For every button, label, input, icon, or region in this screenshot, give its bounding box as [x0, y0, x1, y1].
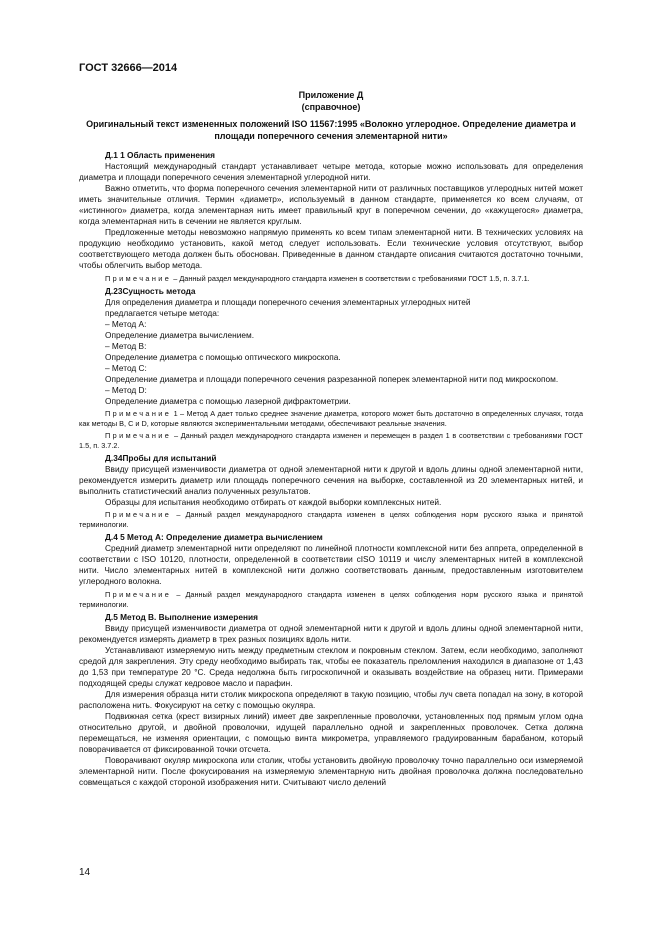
note-text: – Данный раздел международного стандарта изменен в соответствии с требованиями ГОСТ 1.5, п. 3.7.1.	[173, 273, 530, 283]
note-text: – Данный раздел международного стандарта изменен и перемещен в раздел 1 в соответствии с требованиями ГОСТ 1.5, п. 3.7.2.	[79, 431, 583, 451]
note-text: 1 – Метод А дает только среднее значение диаметра, которого может быть достаточно в определенных случаях, тогда как методы В, С и D, которые являются экспериментальными методами, обеспечивают реальные значения.	[79, 409, 584, 429]
paragraph: Важно отметить, что форма поперечного сечения элементарной нити от различных поставщиков углеродных нитей может иметь значительные отличия. Термин «диаметр», используемый в данном стандарте, применяется ко всем случаям, от «истинного» диаметра, когда элементарная нить имеет правильный круг в поперечном сечении, до «кажущегося» диаметра, когда элементарная нить в сечении не является круглым.	[79, 183, 583, 227]
paragraph: Образцы для испытания необходимо отбирать от каждой выборки комплексных нитей.	[105, 497, 442, 508]
list-line: – Метод С:	[105, 362, 147, 373]
paragraph: Предложенные методы невозможно напрямую применять ко всем типам элементарной нити. В технических условиях на продукцию необходимо установить, какой метод следует использовать. Если технические условия отсутствуют, выбор соответствующего метода должен быть обоснован. Приведенные в данном стандарте описания считаются достаточно точными, чтобы облегчить выбор метода.	[79, 227, 583, 271]
list-line: – Метод D:	[105, 384, 147, 395]
list-line: – Метод В:	[105, 340, 147, 351]
paragraph: Поворачивают окуляр микроскопа или столик, чтобы установить двойную проволочку точно параллельно оси измеряемой элементарной нити. После фокусирования на измеряемую элементарную нить двойная проволочка должна последовательно совмещаться с каждой стороной изображения нити. Считывают число делений	[79, 755, 583, 788]
note	[79, 590, 583, 610]
note	[79, 409, 583, 429]
page-content	[79, 89, 583, 788]
note-text: – Данный раздел международного стандарта изменен в целях соблюдения норм русского языка и принятой терминологии.	[79, 510, 583, 530]
note	[79, 510, 583, 530]
note-label: Примечание	[105, 510, 172, 520]
note	[79, 274, 583, 284]
section-heading-2: Д.23Сущность метода	[105, 285, 196, 296]
note	[79, 431, 583, 451]
note-label: Примечание	[105, 589, 172, 599]
list-line: предлагается четыре метода:	[105, 307, 220, 318]
section-heading-5: Д.5 Метод В. Выполнение измерения	[105, 611, 258, 622]
paragraph: Подвижная сетка (крест визирных линий) имеет две закрепленные проволочки, установленных под прямым углом одна относительно другой, и двойной проволочки, идущей параллельно одной и закрепленных проволочек. Сетка должна перемещаться, не изменяя ориентации, с помощью винта микрометра, управляемого градуированным барабаном, который поворачивается от фиксированной точки отсчета.	[79, 710, 583, 755]
section-heading-3: Д.34Пробы для испытаний	[105, 453, 217, 464]
list-line: Для определения диаметра и площади поперечного сечения элементарных углеродных нитей	[105, 296, 471, 307]
appendix-type: (справочное)	[301, 102, 361, 112]
list-line: Определение диаметра с помощью лазерной дифрактометрии.	[105, 395, 351, 406]
list-line: Определение диаметра вычислением.	[105, 329, 255, 340]
paragraph: Устанавливают измеряемую нить между предметным стеклом и покровным стеклом. Затем, если необходимо, заполняют средой для закрепления. Эту среду необходимо выбирать так, чтобы ее показатель преломления находился в диапазоне от 1,43 до 1,53 при температуре 20 °С. Среда недолжна быть гигроскопичной и оказывать воздействие на образец нити. Примерами подходящей среды служат кедровое масло и парафин.	[79, 644, 583, 688]
list-line: Определение диаметра и площади поперечного сечения разрезанной поперек элементарной нити под микроскопом.	[105, 373, 559, 384]
list-line: – Метод А:	[105, 318, 147, 329]
paragraph: Ввиду присущей изменчивости диаметра от одной элементарной нити к другой и вдоль длины одной элементарной нити, рекомендуется измерить диаметр или площадь поперечного сечения на выборке, составленной из 20 элементарных нитей, и выполнить статистический анализ полученных результатов.	[79, 464, 583, 497]
paragraph: Для измерения образца нити столик микроскопа определяют в такую позицию, чтобы луч света попадал на зону, в которой расположена нить. Фокусируют на сетку с помощью окуляра.	[79, 688, 583, 710]
paragraph: Ввиду присущей изменчивости диаметра от одной элементарной нити к другой и вдоль длины одной элементарной нити, рекомендуется измерять диаметр в трех разных позициях вдоль нити.	[79, 622, 583, 644]
note-label: Примечание	[105, 409, 172, 419]
list-line: Определение диаметра с помощью оптического микроскопа.	[105, 351, 341, 362]
note-label: Примечание	[105, 431, 172, 441]
section-heading-1: Д.1 1 Область применения	[105, 150, 215, 160]
appendix-title: Приложение Д	[298, 90, 364, 100]
section-heading-4: Д.4 5 Метод А: Определение диаметра вычислением	[105, 532, 323, 543]
paragraph: Средний диаметр элементарной нити определяют по линейной плотности комплексной нити без аппрета, определенной в соответствии с ISO 10120, плотности, определенной в соответствии сISO 10119 и числу элементарных нитей в комплексной нити. Число элементарных нитей в комплексной нити должно соответствовать данным, предоставленным изготовителем углеродного волокна.	[79, 543, 583, 587]
note-text: – Данный раздел международного стандарта изменен в целях соблюдения норм русского языка и принятой терминологии.	[79, 589, 583, 609]
note-label: Примечание	[105, 273, 172, 283]
paragraph: Настоящий международный стандарт устанавливает четыре метода, которые можно использовать для определения диаметра и площади поперечного сечения элементарной углеродной нити.	[79, 161, 583, 183]
document-id: ГОСТ 32666—2014	[79, 62, 178, 74]
document-title: Оригинальный текст измененных положений ISO 11567:1995 «Волокно углеродное. Определение диаметра и площади поперечного сечения элементарной нити»	[86, 119, 576, 141]
page-number: 14	[79, 867, 91, 878]
